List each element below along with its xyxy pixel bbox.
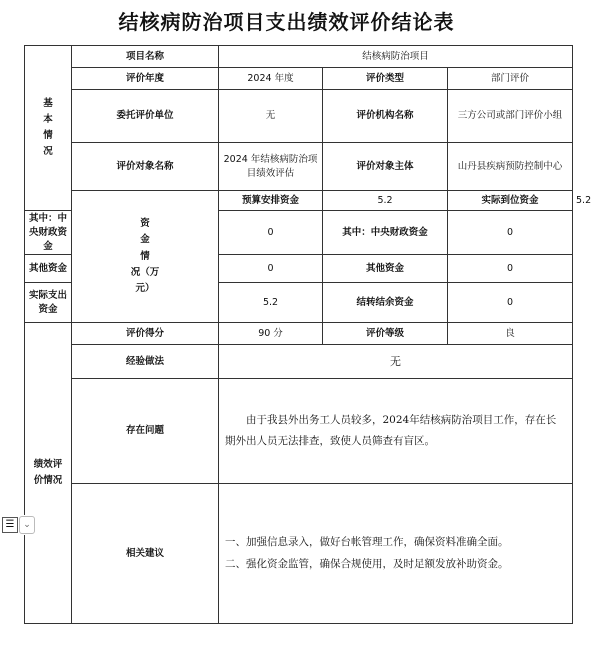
other-funds-arrived-label: 其他资金 (323, 255, 448, 283)
section-char: 况 (43, 146, 53, 158)
score-value: 90 分 (219, 323, 323, 345)
section-char: 价情况 (33, 475, 63, 487)
side-menu-control[interactable] (2, 515, 40, 535)
commission-value: 无 (219, 90, 323, 143)
object-name-label: 评价对象名称 (72, 143, 219, 191)
eval-year-value: 2024 年度 (219, 68, 323, 90)
eval-type-value: 部门评价 (448, 68, 573, 90)
problems-value (219, 379, 573, 484)
section-char: 况（万 (130, 266, 160, 278)
subject-label: 评价对象主体 (323, 143, 448, 191)
eval-type-label: 评价类型 (323, 68, 448, 90)
page-title: 结核病防治项目支出绩效评价结论表 (118, 10, 455, 34)
problems-text: 由于我县外出务工人员较多，2024年结核病防治项目工作，存在长期外出人员无法排查，致使人员筛查有盲区。 (225, 413, 557, 448)
other-funds-value: 0 (219, 255, 323, 283)
experience-value: 无 (219, 345, 573, 379)
commission-label: 委托评价单位 (72, 90, 219, 143)
section-performance (25, 323, 72, 624)
suggestions-label: 相关建议 (72, 484, 219, 624)
other-funds-label: 其他资金 (25, 255, 72, 283)
section-char: 绩效评 (33, 459, 63, 471)
section-char: 情 (140, 250, 150, 262)
chevron-down-icon[interactable]: ⌄ (19, 516, 35, 534)
budget-label: 预算安排资金 (219, 191, 323, 211)
budget-value: 5.2 (323, 191, 448, 211)
central-funds-arrived-value: 0 (448, 211, 573, 255)
section-funds (72, 191, 219, 323)
section-char: 资 (140, 218, 150, 230)
evaluation-table: 基 本 情 况 项目名称 结核病防治项目 评价年度 2024 年度 评价类型 部门评价 委托评价单位 无 评价机构名称 三方公司或部门评价小组 评价对象名称 2024 年结核病防治项目绩效评估 评价对象主体 山丹县疾病预防控制中心 资 金 情 况（万 元） 预算安排资金 5.2 实际到位资金 5.2 其中：中央财政资金 0 其中：中央财政资金 0 其他资金 0 其他资金 0 实际支出资金 5.2 结转结余资金 0 绩效评 价情况 评价得分 90 分 评价等级 良 经验做法 无 存在问题 由于我县外出务工人员较多，2024年结核病防治项目工作，存在长期外出人员无法排查，致使人员筛查有盲区。 相关建议 一、加强信息录入，做好台帐管理工作，确保资料准确全面。 二、强化资金监管，确保合规使用，及时足额发放补助资金。 (24, 45, 573, 624)
section-char: 元） (135, 282, 155, 294)
section-char: 基 (43, 97, 53, 109)
project-name-value: 结核病防治项目 (219, 46, 573, 68)
carry-label: 结转结余资金 (323, 283, 448, 323)
problems-label: 存在问题 (72, 379, 219, 484)
central-funds-arrived-label: 其中：中央财政资金 (323, 211, 448, 255)
central-funds-label: 其中：中央财政资金 (25, 211, 72, 255)
suggestion-1: 一、加强信息录入，做好台帐管理工作，确保资料准确全面。 (225, 536, 509, 549)
other-funds-arrived-value: 0 (448, 255, 573, 283)
project-name-label: 项目名称 (72, 46, 219, 68)
menu-icon[interactable]: ☰ (2, 517, 18, 533)
section-char: 情 (43, 130, 53, 141)
section-char: 金 (140, 234, 150, 246)
agency-label: 评价机构名称 (323, 90, 448, 143)
eval-year-label: 评价年度 (72, 68, 219, 90)
grade-label: 评价等级 (323, 323, 448, 345)
suggestions-value (219, 484, 573, 624)
central-funds-value: 0 (219, 211, 323, 255)
spent-value: 5.2 (219, 283, 323, 323)
suggestion-2: 二、强化资金监管，确保合规使用，及时足额发放补助资金。 (225, 557, 509, 570)
subject-value: 山丹县疾病预防控制中心 (448, 143, 573, 191)
agency-value: 三方公司或部门评价小组 (448, 90, 573, 143)
object-name-value: 2024 年结核病防治项目绩效评估 (219, 143, 323, 191)
carry-value: 0 (448, 283, 573, 323)
spent-label: 实际支出资金 (25, 283, 72, 323)
grade-value: 良 (448, 323, 573, 345)
section-basic-info (25, 46, 72, 211)
arrived-label: 实际到位资金 (448, 191, 573, 211)
section-char: 本 (43, 113, 53, 125)
experience-label: 经验做法 (72, 345, 219, 379)
score-label: 评价得分 (72, 323, 219, 345)
